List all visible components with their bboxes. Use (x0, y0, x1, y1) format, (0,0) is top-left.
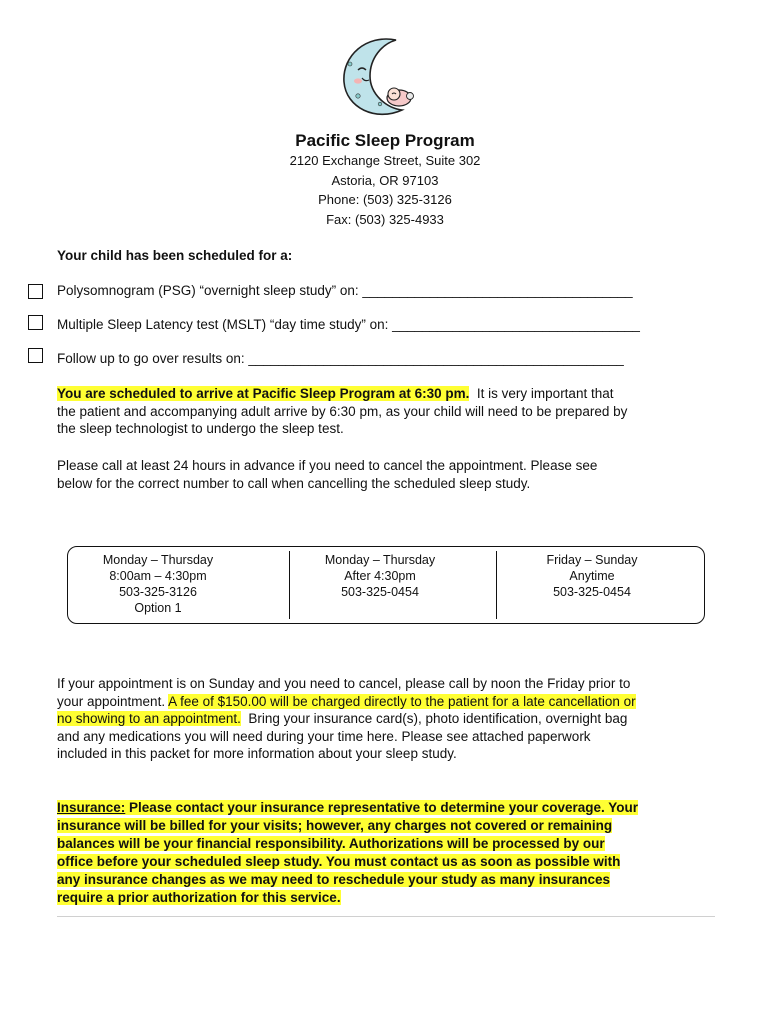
no-show-highlight: no showing to an appointment. (57, 711, 241, 726)
contact-col-3 (492, 552, 692, 600)
insurance-paragraph (57, 799, 713, 907)
contact-days: Monday – Thursday (102, 553, 214, 567)
footer-divider (57, 916, 715, 917)
follow-up-line: Follow up to go over results on: __________________________________________________ (57, 351, 624, 366)
psg-checkbox[interactable] (28, 284, 43, 299)
contact-option: Option 1 (134, 601, 182, 615)
insurance-line3: balances will be your financial responsibility. Authorizations will be processed by our (57, 836, 605, 851)
insurance-label: Insurance: (57, 800, 126, 815)
arrival-paragraph (57, 385, 702, 438)
contact-days: Friday – Sunday (546, 553, 638, 567)
cancel-line1: Please call at least 24 hours in advance if you need to cancel the appointment. Please see (57, 458, 598, 473)
contact-col-2 (280, 552, 480, 600)
contact-days: Monday – Thursday (324, 553, 436, 567)
schedule-heading: Your child has been scheduled for a: (57, 248, 293, 263)
sunday-paragraph (57, 675, 702, 763)
cancel-line2: below for the correct number to call when cancelling the scheduled sleep study. (57, 475, 531, 491)
late-fee-highlight: A fee of $150.00 will be charged directly to the patient for a late cancellation or (168, 693, 636, 709)
sunday-line2-plain: your appointment. (57, 693, 166, 709)
sunday-line3-rest: Bring your insurance card(s), photo identification, overnight bag (248, 711, 628, 726)
insurance-line5: any insurance changes as we may need to reschedule your study as many insurances (57, 872, 610, 887)
contact-hours: 8:00am – 4:30pm (109, 569, 207, 583)
mslt-checkbox[interactable] (28, 315, 43, 330)
contact-hours: After 4:30pm (344, 569, 416, 583)
address-line-1: 2120 Exchange Street, Suite 302 (289, 153, 481, 168)
arrival-line3: the sleep technologist to undergo the sleep test. (57, 421, 344, 436)
contact-table (67, 546, 705, 624)
contact-phone: 503-325-3126 (119, 585, 197, 599)
phone-number: Phone: (503) 325-3126 (318, 192, 452, 207)
follow-up-checkbox[interactable] (28, 348, 43, 363)
address-line-2: Astoria, OR 97103 (331, 172, 439, 188)
clinic-name: Pacific Sleep Program (295, 131, 475, 150)
arrival-line1-rest: It is very important that (476, 386, 614, 401)
insurance-line2: insurance will be billed for your visits; however, any charges not covered or remaining (57, 818, 613, 833)
fax-number: Fax: (503) 325-4933 (326, 211, 444, 227)
contact-phone: 503-325-0454 (553, 585, 631, 599)
arrival-line2: the patient and accompanying adult arrive by 6:30 pm, as your child will need to be prepared by (57, 403, 628, 419)
insurance-line6: require a prior authorization for this service. (57, 890, 341, 905)
arrival-highlight: You are scheduled to arrive at Pacific Sleep Program at 6:30 pm. (57, 386, 470, 401)
contact-hours: Anytime (569, 569, 615, 583)
psg-line: Polysomnogram (PSG) “overnight sleep study” on: ____________________________________ (57, 283, 633, 298)
clinic-address (0, 151, 770, 229)
cancel-notice (57, 457, 702, 492)
insurance-line4: office before your scheduled sleep study. You must contact us as soon as possible with (57, 854, 621, 869)
sunday-line5: included in this packet for more information about your sleep study. (57, 746, 457, 761)
sunday-line1: If your appointment is on Sunday and you need to cancel, please call by noon the Friday prior to (57, 676, 631, 691)
mslt-line: Multiple Sleep Latency test (MSLT) “day time study” on: _________________________________ (57, 317, 640, 332)
contact-phone: 503-325-0454 (341, 585, 419, 599)
contact-col-1 (60, 552, 256, 616)
sleeping-moon-logo-icon (336, 34, 422, 120)
sunday-line4: and any medications you will need during your time here. Please see attached paperwork (57, 728, 591, 744)
insurance-line1: Please contact your insurance representative to determine your coverage. Your (129, 800, 638, 815)
